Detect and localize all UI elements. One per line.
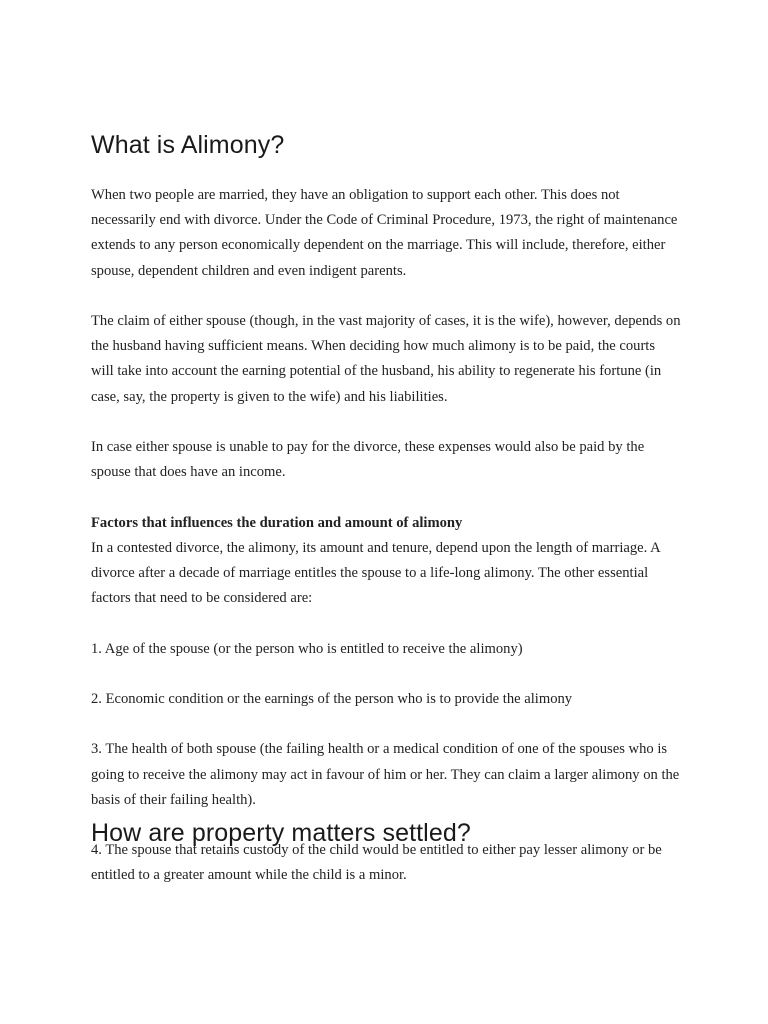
heading-what-is-alimony: What is Alimony? — [91, 131, 285, 159]
paragraph-expenses: In case either spouse is unable to pay for the divorce, these expenses would also be paid by the spouse that does have an income. — [91, 439, 645, 481]
paragraph-obligation: When two people are married, they have an obligation to support each other. This does not necessarily end with divorce. Under the Code of Criminal Procedure, 1973, the right of maintenance extends to any person economically dependent on the marriage. This will include, therefore, either spouse, dependent children and even indigent parents. — [91, 187, 678, 279]
article-body — [91, 183, 681, 914]
factor-item-economic: 2. Economic condition or the earnings of the person who is to provide the alimony — [91, 690, 573, 707]
factors-intro: In a contested divorce, the alimony, its amount and tenure, depend upon the length of marriage. A divorce after a decade of marriage entitles the spouse to a life-long alimony. The other essential factors that need to be considered are: — [91, 539, 660, 607]
factor-item-health: 3. The health of both spouse (the failing health or a medical condition of one of the spouses who is going to receive the alimony may act in favour of him or her. They can claim a larger alimony on the basis of their failing health). — [91, 741, 680, 808]
heading-property-matters: How are property matters settled? — [91, 819, 471, 847]
factor-item-custody: 4. The spouse that retains custody of the child would be entitled to either pay lesser alimony or be entitled to a greater amount while the child is a minor. — [91, 842, 662, 884]
factors-subheading: Factors that influences the duration and amount of alimony — [91, 514, 463, 531]
factor-item-age: 1. Age of the spouse (or the person who is entitled to receive the alimony) — [91, 640, 523, 657]
paragraph-claim: The claim of either spouse (though, in the vast majority of cases, it is the wife), however, depends on the husband having sufficient means. When deciding how much alimony is to be paid, the courts will take into account the earning potential of the husband, his ability to regenerate his fortune (in case, say, the property is given to the wife) and his liabilities. — [91, 313, 681, 405]
